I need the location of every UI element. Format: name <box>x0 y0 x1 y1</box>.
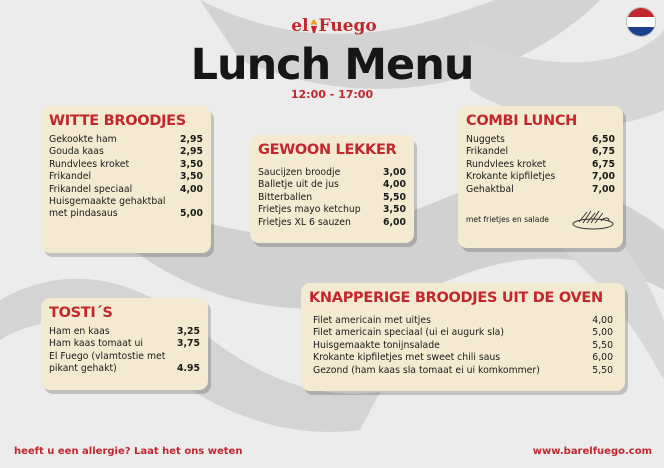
menu-item <box>49 338 200 350</box>
website-link[interactable]: www.barelfuego.com <box>532 446 652 457</box>
item-name: Bitterballen <box>258 191 313 203</box>
item-price: 4,00 <box>592 315 613 326</box>
menu-item <box>466 134 615 146</box>
item-name: Filet americain met uitjes <box>313 315 431 326</box>
item-price: 3,00 <box>383 167 406 178</box>
combi-note: met frietjes en salade <box>466 214 549 224</box>
item-price: 6,75 <box>592 146 615 158</box>
item-name: El Fuego (vlamtostie met pikant gehakt) <box>49 350 166 375</box>
card-title: TOSTI´S <box>49 305 113 321</box>
menu-item <box>258 167 406 179</box>
menu-card-tostis <box>41 298 208 390</box>
menu-card-knapperige-broodjes <box>301 283 625 391</box>
page-title: Lunch Menu <box>190 40 474 90</box>
item-name: Rundvlees kroket <box>466 158 547 170</box>
item-price: 3,50 <box>180 158 203 170</box>
netherlands-flag-icon[interactable] <box>626 7 656 37</box>
fries-plate-icon <box>571 208 615 230</box>
menu-item <box>49 326 200 338</box>
item-name: Krokante kipfiletjes met sweet chili saus <box>313 352 501 364</box>
item-price: 5,50 <box>592 364 613 376</box>
item-price: 7,00 <box>592 183 615 195</box>
logo-suffix: Fuego <box>318 16 377 36</box>
item-name: Krokante kipfiletjes <box>466 171 556 183</box>
menu-item <box>49 196 203 221</box>
opening-hours: 12:00 - 17:00 <box>290 88 374 101</box>
menu-item <box>309 327 617 339</box>
item-price: 7,00 <box>592 171 615 183</box>
item-name: Gekookte ham <box>49 134 117 145</box>
item-name: Filet americain speciaal (ui ei augurk sla) <box>313 327 504 339</box>
combi-note-row <box>466 208 615 230</box>
item-name: Rundvlees kroket <box>49 158 130 170</box>
item-name: Balletje uit de jus <box>258 179 339 191</box>
item-price: 4,00 <box>180 183 203 195</box>
item-name: Frikandel speciaal <box>49 183 133 195</box>
card-title: COMBI LUNCH <box>466 113 578 129</box>
item-name: Huisgemaakte tonijnsalade <box>313 339 440 351</box>
item-price: 5,00 <box>592 327 613 339</box>
item-name: Ham kaas tomaat ui <box>49 338 143 350</box>
card-title: GEWOON LEKKER <box>258 142 397 158</box>
menu-item <box>258 204 406 216</box>
menu-item <box>466 171 615 183</box>
item-price: 6,00 <box>383 216 406 228</box>
menu-card-witte-broodjes <box>41 106 211 253</box>
item-name: Frietjes XL 6 sauzen <box>258 216 351 228</box>
menu-item <box>309 340 617 352</box>
item-price: 4.95 <box>177 363 200 375</box>
logo-prefix: el <box>291 16 309 36</box>
menu-item <box>466 184 615 196</box>
card-title: KNAPPERIGE BROODJES UIT DE OVEN <box>309 290 603 306</box>
menu-item <box>49 159 203 171</box>
menu-card-gewoon-lekker <box>250 135 414 243</box>
menu-item <box>258 179 406 191</box>
item-name: Nuggets <box>466 134 505 145</box>
item-price: 2,95 <box>180 134 203 145</box>
item-price: 3,50 <box>383 204 406 216</box>
menu-item <box>49 134 203 146</box>
allergy-notice: heeft u een allergie? Laat het ons weten <box>14 446 243 457</box>
item-name: Gezond (ham kaas sla tomaat ei ui komkommer) <box>313 364 540 376</box>
menu-item <box>466 159 615 171</box>
item-price: 3,75 <box>177 338 200 350</box>
item-price: 4,00 <box>383 179 406 191</box>
item-name: Gehaktbal <box>466 183 514 195</box>
menu-item <box>49 171 203 183</box>
item-name: Ham en kaas <box>49 326 110 337</box>
menu-item <box>258 217 406 229</box>
menu-item <box>49 146 203 158</box>
card-title: WITTE BROODJES <box>49 113 186 129</box>
menu-item <box>49 184 203 196</box>
item-name: Frikandel <box>49 171 92 183</box>
menu-item <box>49 351 200 376</box>
menu-item <box>309 315 617 327</box>
item-price: 5,00 <box>180 208 203 220</box>
item-price: 6,75 <box>592 158 615 170</box>
item-price: 3,50 <box>180 171 203 183</box>
item-price: 3,25 <box>177 326 200 337</box>
item-price: 5,50 <box>383 191 406 203</box>
item-name: Gouda kaas <box>49 146 104 158</box>
brand-logo <box>284 16 384 36</box>
torch-icon <box>309 19 319 33</box>
item-price: 6,50 <box>592 134 615 145</box>
item-price: 2,95 <box>180 146 203 158</box>
menu-card-combi-lunch <box>458 106 623 248</box>
menu-item <box>309 352 617 364</box>
item-price: 6,00 <box>592 352 613 364</box>
item-price: 5,50 <box>592 339 613 351</box>
item-name: Frietjes mayo ketchup <box>258 204 361 216</box>
menu-item <box>258 192 406 204</box>
item-name: Saucijzen broodje <box>258 167 341 178</box>
menu-item <box>309 365 617 377</box>
item-name: Huisgemaakte gehaktbal met pindasaus <box>49 196 166 220</box>
item-name: Frikandel <box>466 146 509 158</box>
menu-item <box>466 146 615 158</box>
